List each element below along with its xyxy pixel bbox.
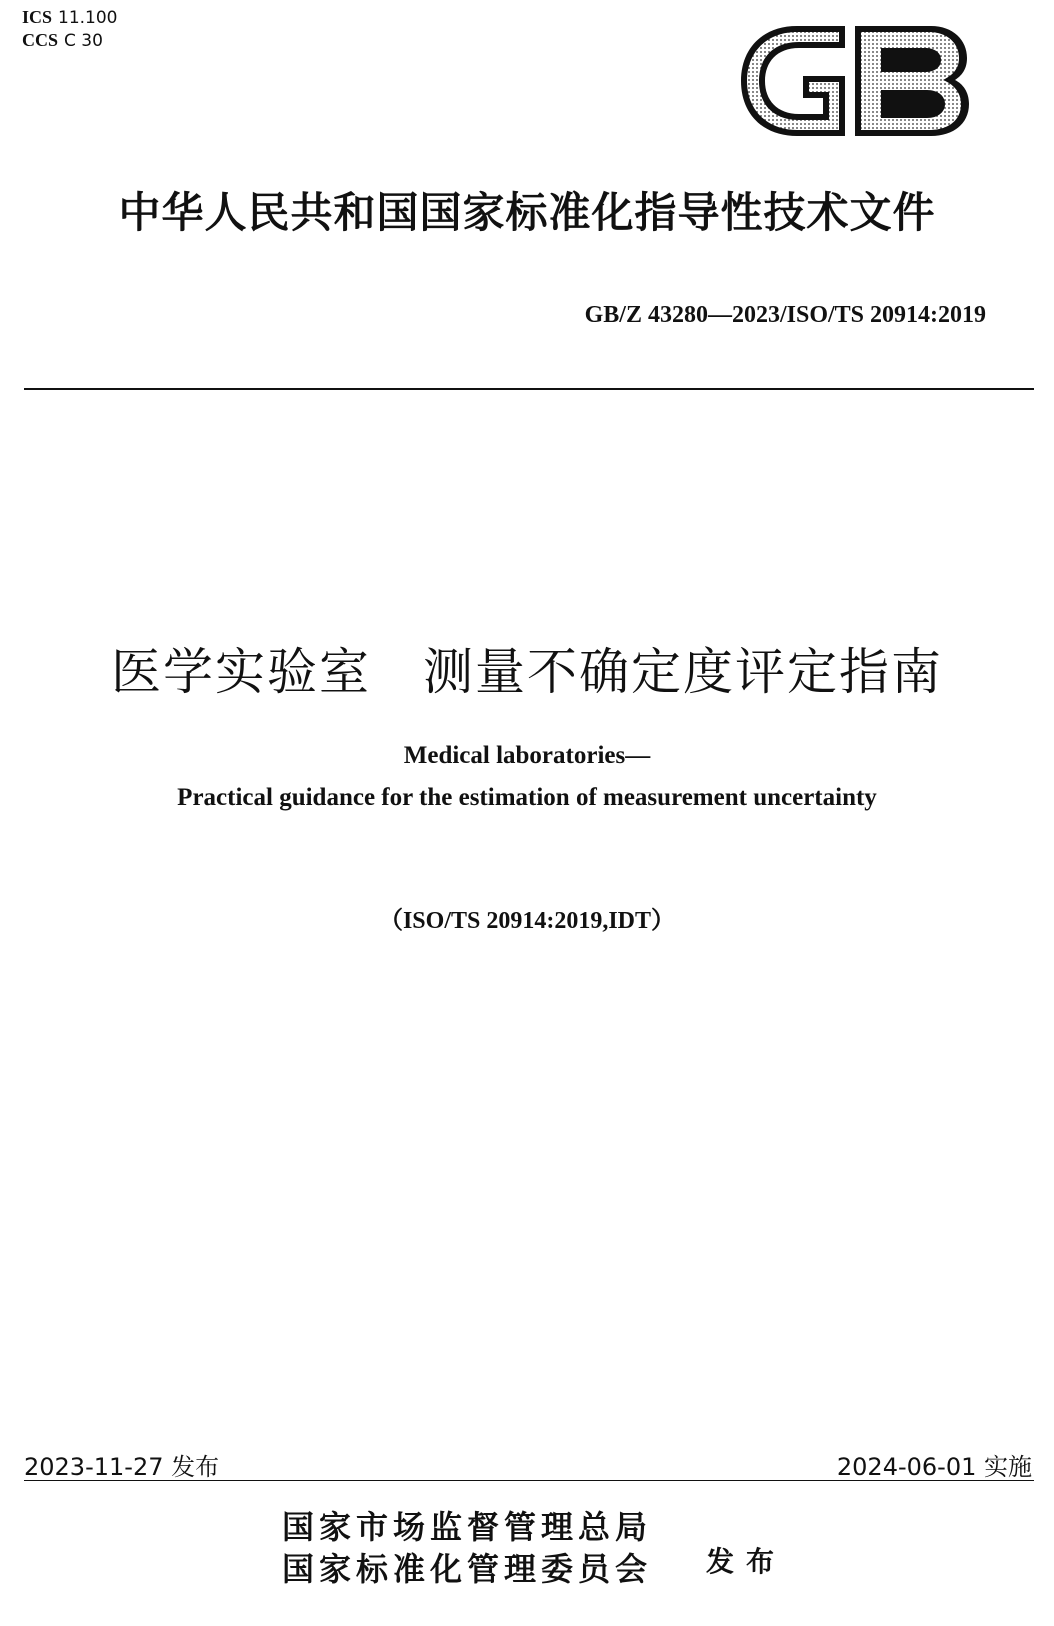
- ccs-code: [22, 29, 118, 52]
- standard-number: GB/Z 43280—2023/ISO/TS 20914:2019: [584, 302, 986, 328]
- issue-date: 2023-11-27 发布: [24, 1453, 220, 1481]
- ics-value: 11.100: [58, 8, 118, 28]
- issuer-1: 国家市场监督管理总局: [282, 1508, 653, 1546]
- issue-verb: 发布: [706, 1545, 787, 1578]
- gb-logo: [735, 18, 973, 144]
- bottom-divider: [24, 1480, 1034, 1481]
- ics-code: [22, 6, 118, 29]
- adoption-statement: （ISO/TS 20914:2019,IDT）: [378, 908, 676, 934]
- issuing-authorities: [282, 1506, 652, 1590]
- title-english-line-2: Practical guidance for the estimation of measurement uncertainty: [177, 784, 877, 811]
- issuer-2: 国家标准化管理委员会: [282, 1550, 653, 1588]
- ccs-value: C 30: [64, 31, 103, 51]
- ccs-label: CCS: [22, 30, 59, 50]
- implementation-date: 2024-06-01 实施: [836, 1453, 1032, 1481]
- top-divider: [24, 388, 1034, 390]
- ics-label: ICS: [22, 7, 53, 27]
- title-chinese: 医学实验室 测量不确定度评定指南: [111, 643, 943, 701]
- classification-codes: [22, 6, 118, 52]
- title-english-line-1: Medical laboratories—: [403, 742, 651, 769]
- gb-logo-g-letter: [741, 26, 845, 136]
- gb-logo-b-letter: [855, 26, 969, 136]
- document-category: 中华人民共和国国家标准化指导性技术文件: [118, 188, 936, 237]
